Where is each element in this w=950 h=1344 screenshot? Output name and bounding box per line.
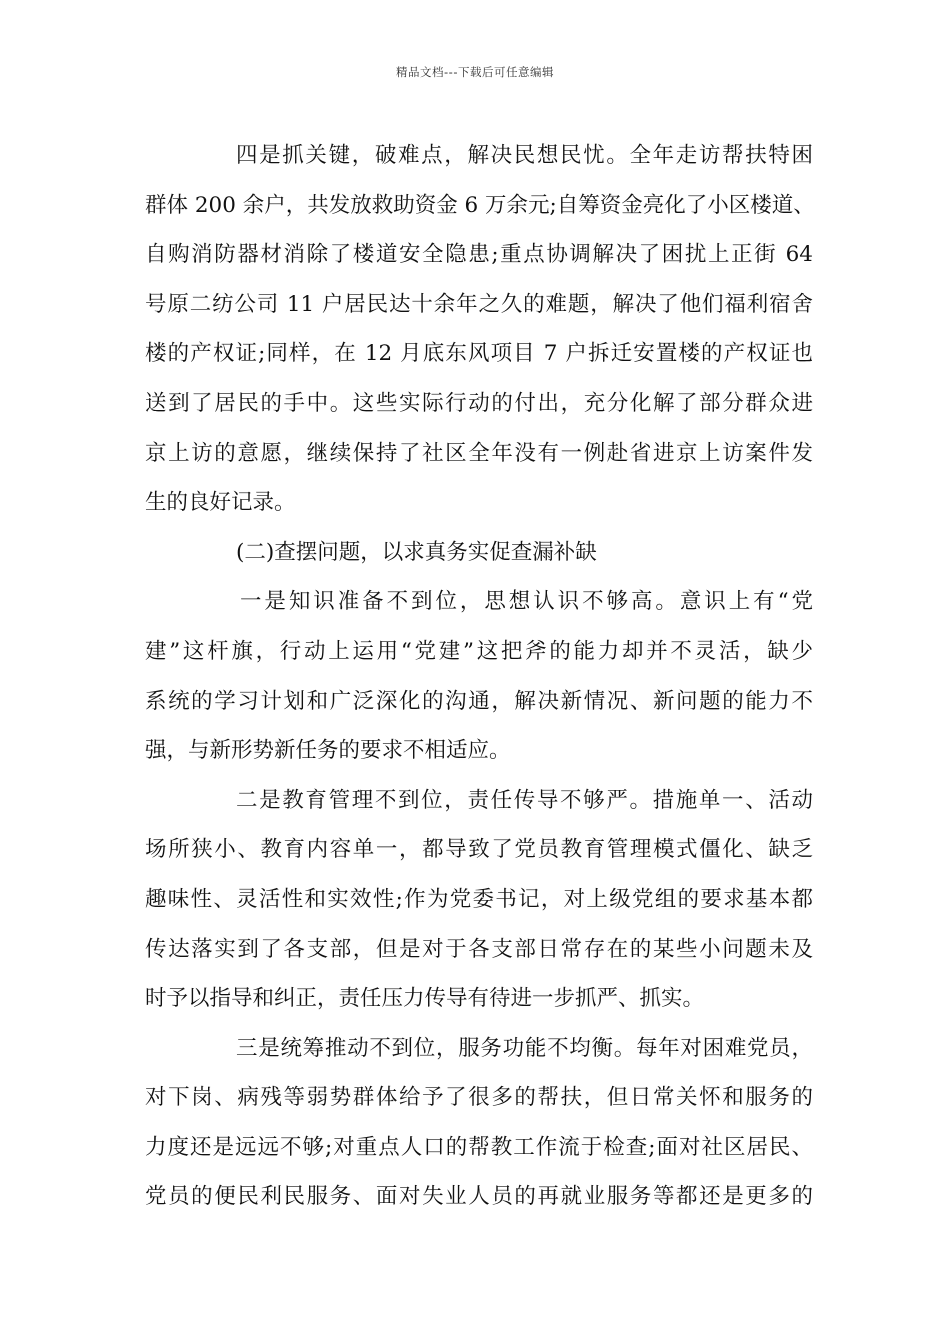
text-line: 党员的便民利民服务、面对失业人员的再就业服务等都还是更多的: [145, 1184, 813, 1210]
text-line: 时予以指导和纠正，责任压力传导有待进一步抓严、抓实。: [145, 986, 705, 1012]
paragraph: [145, 577, 813, 775]
text-line: 号原二纺公司 11 户居民达十余年之久的难题，解决了他们福利宿舍: [145, 291, 813, 317]
text-line: 四是抓关键，破难点，解决民想民忧。全年走访帮扶特困: [236, 143, 813, 168]
text-line: 场所狭小、教育内容单一，都导致了党员教育管理模式僵化、缺乏: [145, 837, 813, 863]
text-line: 系统的学习计划和广泛深化的沟通，解决新情况、新问题的能力不: [145, 688, 813, 714]
section-heading: [145, 528, 813, 578]
text-line: 趣味性、灵活性和实效性;作为党委书记，对上级党组的要求基本都: [145, 886, 813, 912]
text-line: 京上访的意愿，继续保持了社区全年没有一例赴省进京上访案件发: [145, 440, 813, 466]
text-line: 强，与新形势新任务的要求不相适应。: [145, 738, 511, 764]
text-line: 力度还是远远不够;对重点人口的帮教工作流于检查;面对社区居民、: [145, 1134, 813, 1160]
page-header: 精品文档---下载后可任意编辑: [396, 65, 554, 79]
text-line: 二是教育管理不到位，责任传导不够严。措施单一、活动: [236, 787, 813, 813]
text-line: 送到了居民的手中。这些实际行动的付出，充分化解了部分群众进: [145, 390, 813, 416]
text-line: 一是知识准备不到位，思想认识不够高。意识上有“党: [240, 589, 813, 615]
paragraph: [145, 776, 813, 1024]
text-line: (二)查摆问题，以求真务实促查漏补缺: [236, 539, 597, 565]
paragraph: [145, 1024, 813, 1222]
text-line: 对下岗、病残等弱势群体给予了很多的帮扶，但日常关怀和服务的: [145, 1085, 813, 1111]
paragraph: [145, 131, 813, 528]
document-body: [145, 131, 813, 1222]
text-line: 自购消防器材消除了楼道安全隐患;重点协调解决了困扰上正街 64: [145, 242, 813, 268]
text-line: 楼的产权证;同样，在 12 月底东风项目 7 户拆迁安置楼的产权证也: [145, 341, 813, 367]
text-line: 建”这杆旗，行动上运用“党建”这把斧的能力却并不灵活，缺少: [145, 638, 813, 664]
text-line: 群体 200 余户，共发放救助资金 6 万余元;自筹资金亮化了小区楼道、: [145, 192, 815, 218]
text-line: 生的良好记录。: [145, 490, 296, 516]
text-line: 传达落实到了各支部，但是对于各支部日常存在的某些小问题未及: [145, 936, 813, 962]
text-line: 三是统筹推动不到位，服务功能不均衡。每年对困难党员，: [236, 1035, 813, 1061]
